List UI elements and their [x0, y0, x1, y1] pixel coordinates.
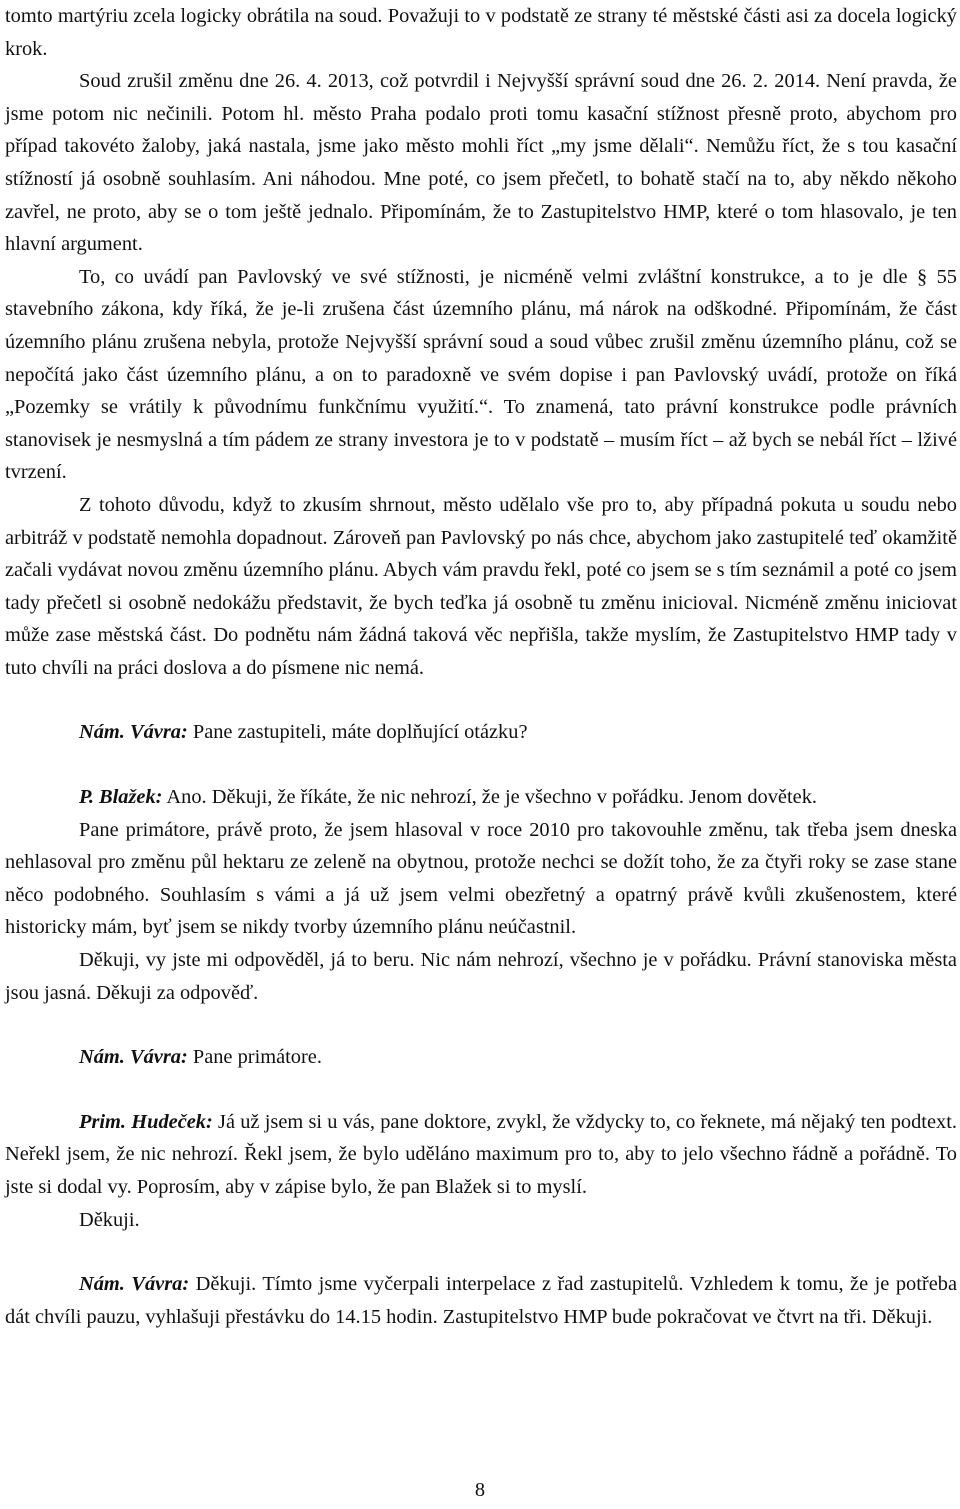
- speech-paragraph: [5, 781, 957, 814]
- speech-paragraph: [5, 1268, 957, 1333]
- speech-paragraph: [5, 716, 957, 749]
- speech-text: Pane primátore.: [187, 1046, 322, 1069]
- speech-text: Pane zastupiteli, máte doplňující otázku?: [187, 721, 528, 744]
- speech-text: Děkuji. Tímto jsme vyčerpali interpelace z řad zastupitelů. Vzhledem k tomu, že je potřeba dát chvíli pauzu, vyhlašuji přestávku do 14.15 hodin. Zastupitelstvo HMP bude pokračovat ve čtvrt na tři. Děkuji.: [5, 1273, 957, 1328]
- paragraph: Pane primátore, právě proto, že jsem hlasoval v roce 2010 pro takovouhle změnu, tak třeba jsem dneska nehlasoval pro změnu půl hektaru ze zeleně na obytnou, protože nechci se dožít toho, že za čtyři roky se zase stane něco podobného. Souhlasím s vámi a já už jsem velmi obezřetný a opatrný právě kvůli zkušenostem, které historicky mám, byť jsem se nikdy tvorby územního plánu neúčastnil.: [5, 818, 957, 939]
- document-body: [5, 0, 957, 1333]
- paragraph: Z tohoto důvodu, když to zkusím shrnout, město udělalo vše pro to, aby případná pokuta u soudu nebo arbitráž v podstatě nemohla dopadnout. Zároveň pan Pavlovský po nás chce, abychom jako zastupitelé teď okamžitě začali vydávat novou změnu územního plánu. Abych vám pravdu řekl, poté co jsem se s tím seznámil a poté co jsem tady přečetl si osobně nedokážu představit, že bych teďka já osobně tu změnu inicioval. Nicméně změnu iniciovat může zase městská část. Do podnětu nám žádná taková věc nepřišla, takže myslím, že Zastupitelstvo HMP tady v tuto chvíli na práci doslova a do písmene nic nemá.: [5, 493, 957, 679]
- paragraph: Děkuji.: [79, 1208, 140, 1231]
- paragraph: tomto martýriu zcela logicky obrátila na soud. Považuji to v podstatě ze strany té městské části asi za docela logický krok.: [5, 5, 957, 60]
- speaker-name: Nám. Vávra:: [79, 721, 188, 744]
- paragraph: To, co uvádí pan Pavlovský ve své stížnosti, je nicméně velmi zvláštní konstrukce, a to je dle § 55 stavebního zákona, kdy říká, že je-li zrušena část územního plánu, má nárok na odškodné. Připomínám, že část územního plánu zrušena nebyla, protože Nejvyšší správní soud a soud vůbec zrušil změnu územního plánu, což se nepočítá jako část územního plánu, a on to paradoxně ve svém dopise i pan Pavlovský uvádí, protože on říká „Pozemky se vrátily k původnímu funkčnímu využití.“. To znamená, tato právní konstrukce podle právních stanovisek je nesmyslná a tím pádem ze strany investora je to v podstatě – musím říct – až bych se nebál říct – lživé tvrzení.: [5, 265, 957, 484]
- page-number: 8: [474, 1479, 486, 1501]
- speaker-name: Nám. Vávra:: [79, 1046, 188, 1069]
- speaker-name: P. Blažek:: [79, 786, 163, 809]
- speaker-name: Prim. Hudeček:: [79, 1110, 213, 1133]
- speech-text: Ano. Děkuji, že říkáte, že nic nehrozí, že je všechno v pořádku. Jenom dovětek.: [162, 786, 817, 809]
- speech-paragraph: [5, 1041, 957, 1074]
- speech-text: Já už jsem si u vás, pane doktore, zvykl, že vždycky to, co řeknete, má nějaký ten podtext. Neřekl jsem, že nic nehrozí. Řekl jsem, že bylo uděláno maximum pro to, aby to jelo všechno řádně a pořádně. To jste si dodal vy. Poprosím, aby v zápise bylo, že pan Blažek si to myslí.: [5, 1110, 957, 1198]
- speaker-name: Nám. Vávra:: [79, 1273, 190, 1296]
- paragraph: Děkuji, vy jste mi odpověděl, já to beru. Nic nám nehrozí, všechno je v pořádku. Právní stanoviska města jsou jasná. Děkuji za odpověď.: [5, 949, 957, 1004]
- paragraph: Soud zrušil změnu dne 26. 4. 2013, což potvrdil i Nejvyšší správní soud dne 26. 2. 2014. Není pravda, že jsme potom nic nečinili. Potom hl. město Praha podalo proti tomu kasační stížnost přesně proto, abychom pro případ takovéto žaloby, jaká nastala, jsme jako město mohli říct „my jsme dělali“. Nemůžu říct, že s tou kasační stížností já osobně souhlasím. Ani náhodou. Mne poté, co jsem přečetl, to bohatě stačí na to, aby někdo někoho zavřel, ne proto, aby se o tom ještě jednalo. Připomínám, že to Zastupitelstvo HMP, které o tom hlasovalo, je ten hlavní argument.: [5, 70, 957, 256]
- speech-paragraph: [5, 1106, 957, 1204]
